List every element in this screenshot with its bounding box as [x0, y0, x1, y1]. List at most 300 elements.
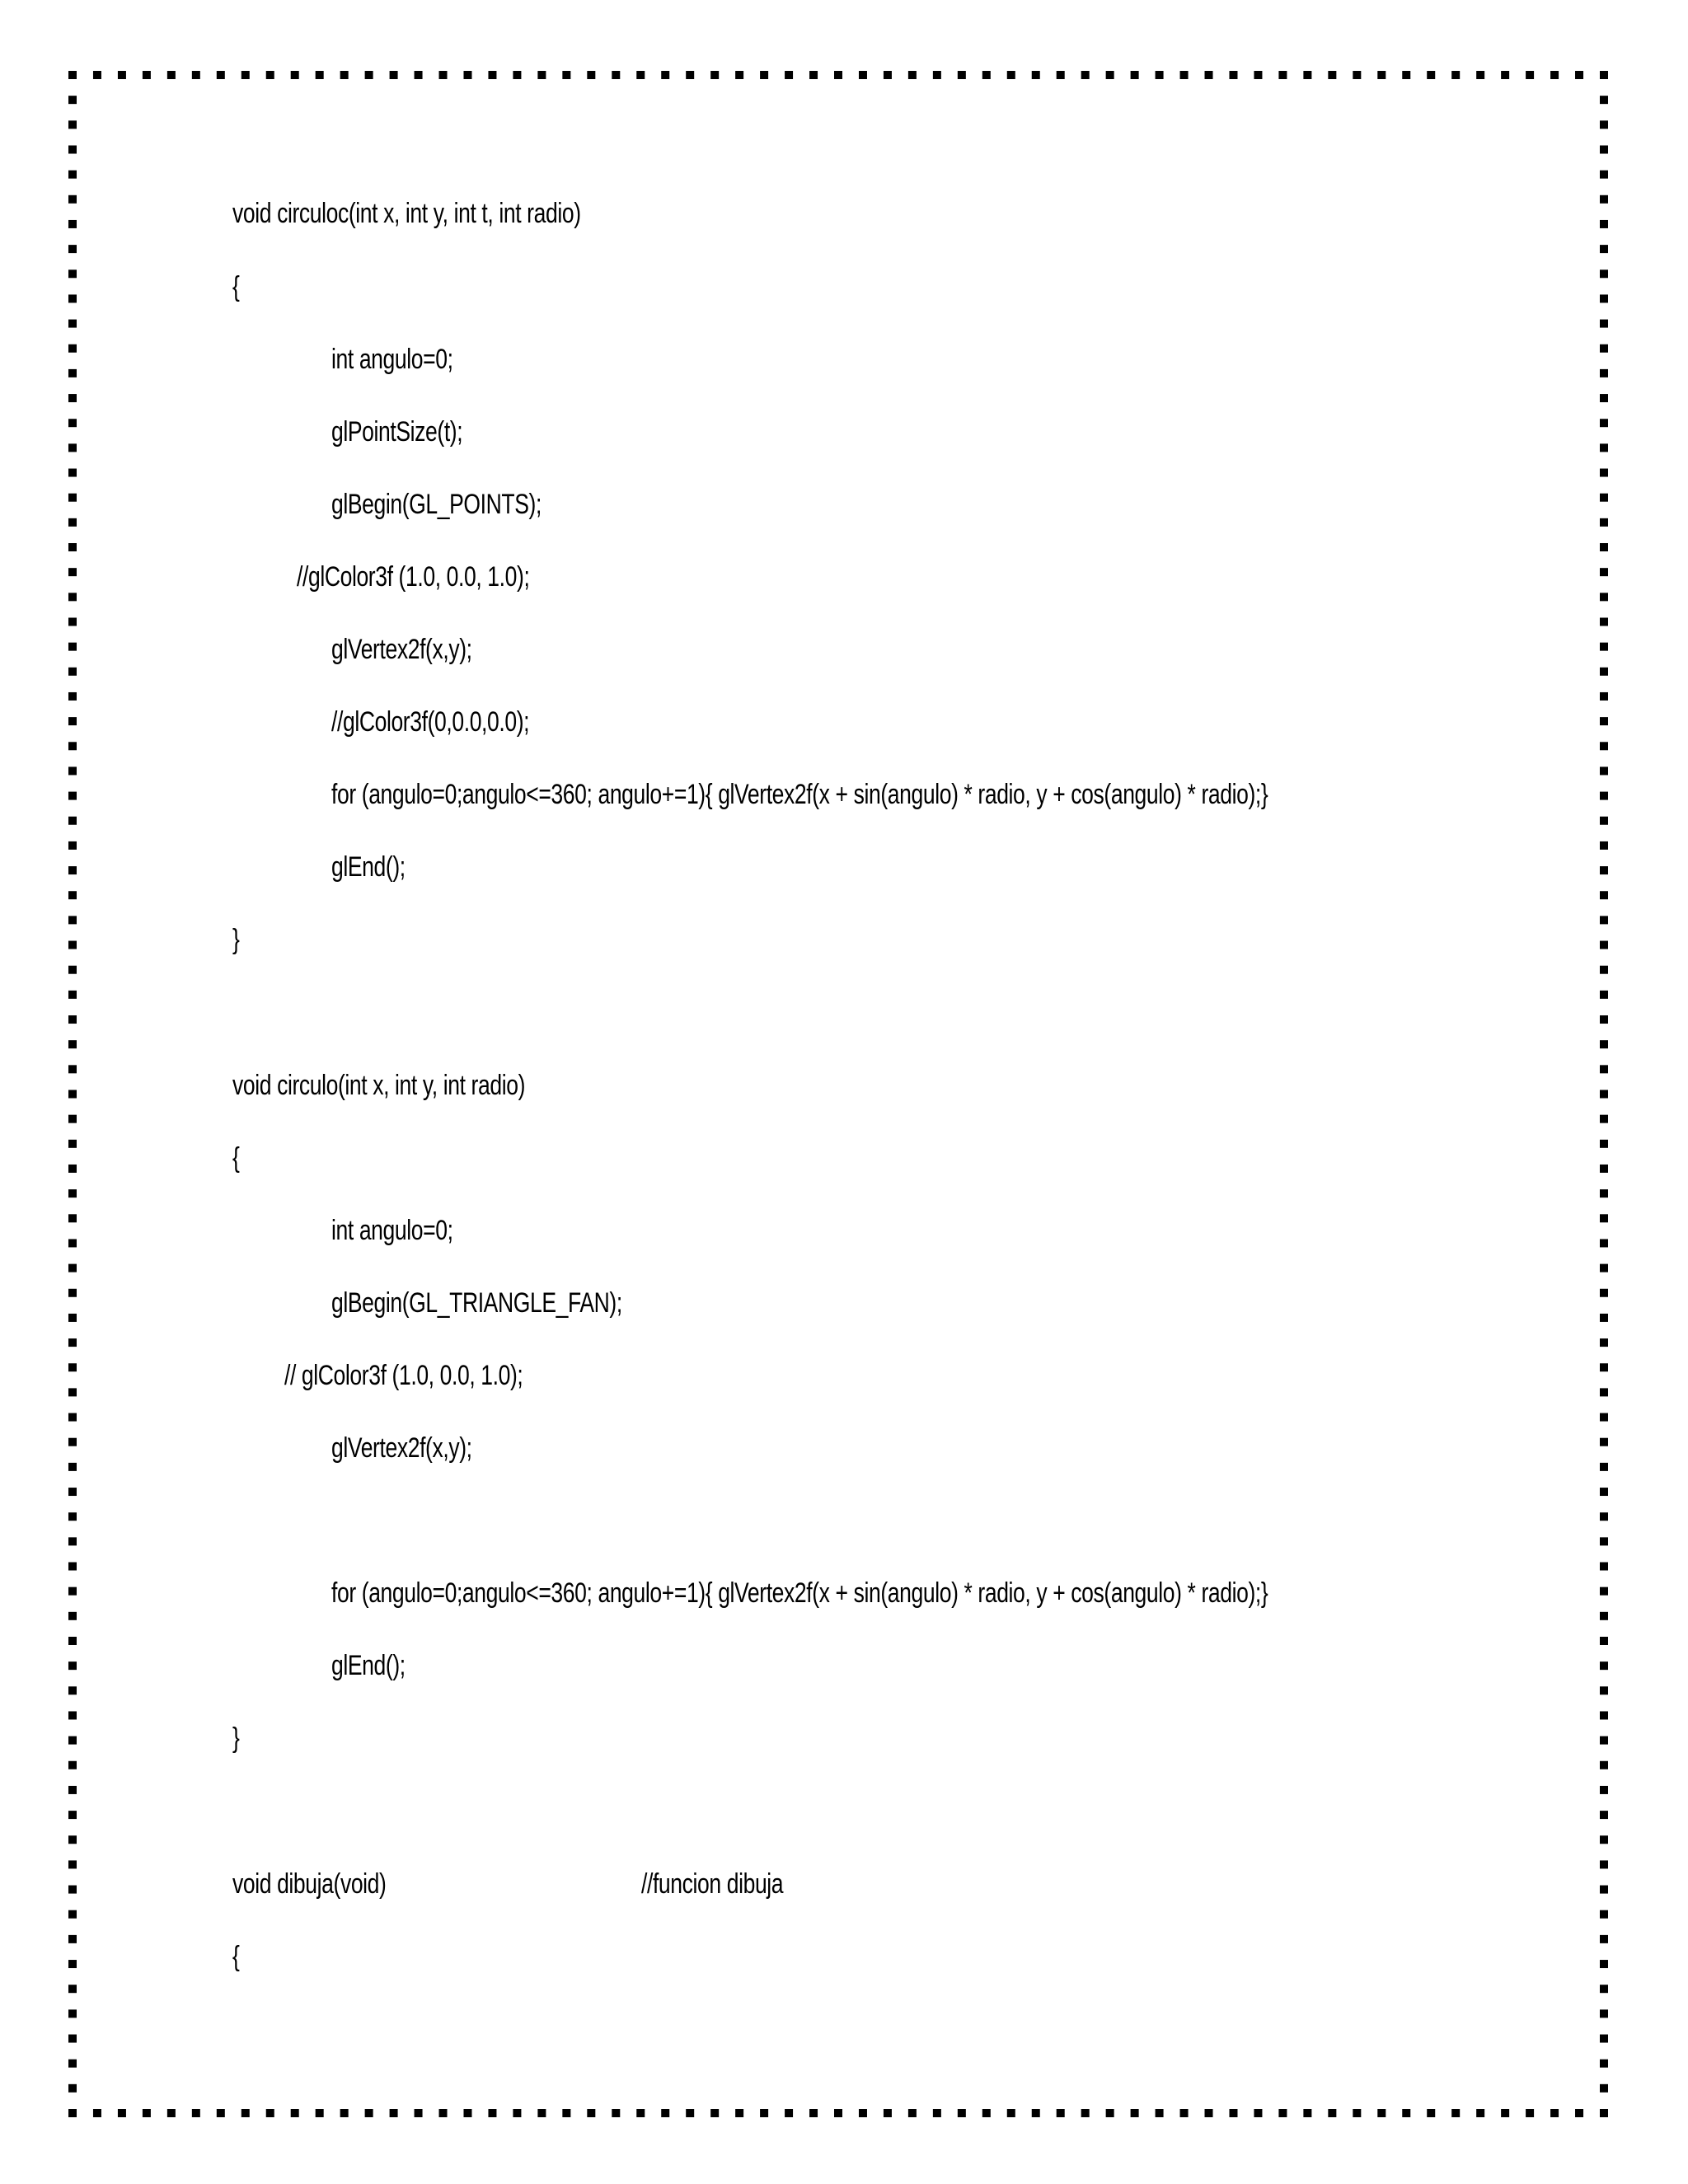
border-dot-bottom — [859, 2109, 867, 2117]
border-dot-right — [1600, 1711, 1608, 1719]
border-dot-bottom — [760, 2109, 768, 2117]
code-line-13: { — [232, 1142, 240, 1174]
border-dot-left — [68, 1860, 77, 1868]
border-dot-bottom — [834, 2109, 842, 2117]
border-dot-left — [68, 1165, 77, 1173]
border-dot-right — [1600, 1140, 1608, 1148]
border-dot-bottom — [1032, 2109, 1040, 2117]
border-dot-bottom — [1254, 2109, 1262, 2117]
border-dot-left — [68, 469, 77, 477]
border-dot-bottom — [562, 2109, 570, 2117]
border-dot-top — [735, 71, 743, 79]
border-dot-right — [1600, 1438, 1608, 1446]
border-dot-left — [68, 1090, 77, 1099]
border-dot-top — [785, 71, 793, 79]
border-dot-right — [1600, 1015, 1608, 1024]
border-dot-left — [68, 692, 77, 701]
border-dot-top — [1229, 71, 1237, 79]
border-dot-bottom — [93, 2109, 101, 2117]
code-line-4: glPointSize(t); — [331, 416, 463, 448]
border-dot-right — [1600, 443, 1608, 452]
border-dot-left — [68, 494, 77, 502]
border-dot-left — [68, 1761, 77, 1769]
border-dot-bottom — [735, 2109, 743, 2117]
code-line-10: glEnd(); — [331, 851, 406, 883]
border-dot-left — [68, 1438, 77, 1446]
border-dot-right — [1600, 1860, 1608, 1868]
border-dot-left — [68, 171, 77, 179]
border-dot-bottom — [1180, 2109, 1189, 2117]
border-dot-right — [1600, 692, 1608, 701]
border-dot-left — [68, 1214, 77, 1222]
border-dot-bottom — [1550, 2109, 1559, 2117]
border-dot-top — [636, 71, 645, 79]
border-dot-right — [1600, 1886, 1608, 1894]
border-dot-right — [1600, 1363, 1608, 1371]
border-dot-right — [1600, 1512, 1608, 1521]
border-dot-left — [68, 518, 77, 527]
border-dot-bottom — [612, 2109, 620, 2117]
border-dot-top — [562, 71, 570, 79]
border-dot-right — [1600, 2009, 1608, 2018]
border-dot-right — [1600, 1661, 1608, 1670]
border-dot-right — [1600, 2084, 1608, 2093]
border-dot-left — [68, 1115, 77, 1123]
border-dot-top — [291, 71, 299, 79]
border-dot-right — [1600, 2060, 1608, 2068]
border-dot-right — [1600, 195, 1608, 204]
border-dot-left — [68, 991, 77, 999]
border-dot-bottom — [390, 2109, 398, 2117]
code-line-2: { — [232, 271, 240, 302]
border-dot-top — [1205, 71, 1213, 79]
border-dot-left — [68, 1886, 77, 1894]
border-dot-right — [1600, 1761, 1608, 1769]
border-dot-bottom — [1427, 2109, 1435, 2117]
border-dot-bottom — [266, 2109, 274, 2117]
border-dot-bottom — [636, 2109, 645, 2117]
border-dot-top — [1476, 71, 1484, 79]
border-dot-right — [1600, 966, 1608, 974]
border-dot-bottom — [340, 2109, 349, 2117]
border-dot-left — [68, 543, 77, 551]
border-dot-left — [68, 220, 77, 228]
code-line-15: glBegin(GL_TRIANGLE_FAN); — [331, 1287, 622, 1319]
border-dot-left — [68, 1910, 77, 1919]
code-line-9: for (angulo=0;angulo<=360; angulo+=1){ glVertex2f(x + sin(angulo) * radio, y + cos(angulo) * radio);} — [331, 779, 1268, 810]
border-dot-right — [1600, 1165, 1608, 1173]
border-dot-top — [1303, 71, 1311, 79]
border-dot-right — [1600, 1736, 1608, 1745]
border-dot-left — [68, 593, 77, 601]
border-dot-right — [1600, 1488, 1608, 1496]
border-dot-left — [68, 1015, 77, 1024]
border-dot-left — [68, 1488, 77, 1496]
border-dot-right — [1600, 518, 1608, 527]
border-dot-top — [415, 71, 423, 79]
code-line-1: void circuloc(int x, int y, int t, int radio) — [232, 198, 581, 229]
border-dot-right — [1600, 766, 1608, 775]
border-dot-top — [68, 71, 77, 79]
border-dot-bottom — [809, 2109, 818, 2117]
border-dot-top — [143, 71, 151, 79]
border-dot-left — [68, 792, 77, 800]
border-dot-left — [68, 766, 77, 775]
border-dot-left — [68, 2035, 77, 2043]
border-dot-right — [1600, 1537, 1608, 1545]
border-dot-bottom — [661, 2109, 669, 2117]
border-dot-left — [68, 1960, 77, 1968]
border-dot-right — [1600, 1935, 1608, 1943]
border-dot-top — [760, 71, 768, 79]
border-dot-left — [68, 742, 77, 750]
border-dot-bottom — [1451, 2109, 1460, 2117]
border-dot-left — [68, 841, 77, 850]
border-dot-bottom — [415, 2109, 423, 2117]
border-dot-bottom — [488, 2109, 496, 2117]
code-comment-line-8: //glColor3f(0,0.0,0.0); — [331, 706, 530, 738]
border-dot-right — [1600, 1388, 1608, 1396]
border-dot-right — [1600, 1612, 1608, 1620]
border-dot-bottom — [1501, 2109, 1509, 2117]
border-dot-bottom — [1081, 2109, 1090, 2117]
border-dot-bottom — [365, 2109, 373, 2117]
border-dot-bottom — [1575, 2109, 1583, 2117]
border-dot-right — [1600, 593, 1608, 601]
border-dot-left — [68, 2009, 77, 2018]
border-dot-bottom — [192, 2109, 200, 2117]
border-dot-left — [68, 668, 77, 676]
border-dot-left — [68, 568, 77, 576]
border-dot-top — [1156, 71, 1164, 79]
border-dot-top — [612, 71, 620, 79]
border-dot-top — [958, 71, 966, 79]
border-dot-left — [68, 1537, 77, 1545]
code-comment-line-6: //glColor3f (1.0, 0.0, 1.0); — [297, 561, 530, 593]
border-dot-right — [1600, 369, 1608, 377]
border-dot-top — [1377, 71, 1386, 79]
border-dot-bottom — [958, 2109, 966, 2117]
border-dot-left — [68, 294, 77, 302]
border-dot-bottom — [537, 2109, 546, 2117]
border-dot-right — [1600, 96, 1608, 104]
border-dot-bottom — [884, 2109, 892, 2117]
border-dot-right — [1600, 220, 1608, 228]
border-dot-right — [1600, 916, 1608, 924]
border-dot-bottom — [908, 2109, 917, 2117]
border-dot-bottom — [291, 2109, 299, 2117]
border-dot-left — [68, 1065, 77, 1073]
border-dot-left — [68, 966, 77, 974]
border-dot-bottom — [463, 2109, 471, 2117]
code-comment-line-22: //funcion dibuja — [641, 1868, 784, 1900]
border-dot-right — [1600, 269, 1608, 278]
code-line-19: glEnd(); — [331, 1650, 406, 1681]
border-dot-left — [68, 1835, 77, 1844]
border-dot-right — [1600, 419, 1608, 427]
border-dot-right — [1600, 841, 1608, 850]
border-dot-top — [192, 71, 200, 79]
border-dot-left — [68, 1239, 77, 1247]
border-dot-left — [68, 1612, 77, 1620]
border-dot-top — [1526, 71, 1534, 79]
border-dot-right — [1600, 1090, 1608, 1099]
border-dot-right — [1600, 294, 1608, 302]
border-dot-top — [217, 71, 225, 79]
border-dot-top — [316, 71, 324, 79]
code-line-21: void dibuja(void) — [232, 1868, 387, 1900]
border-dot-top — [1328, 71, 1336, 79]
border-dot-right — [1600, 145, 1608, 153]
code-line-11: } — [232, 924, 240, 955]
border-dot-left — [68, 245, 77, 253]
border-dot-right — [1600, 245, 1608, 253]
border-dot-right — [1600, 1960, 1608, 1968]
border-dot-left — [68, 817, 77, 825]
border-dot-top — [1427, 71, 1435, 79]
border-dot-right — [1600, 1065, 1608, 1073]
border-dot-right — [1600, 1463, 1608, 1471]
border-dot-left — [68, 1736, 77, 1745]
border-dot-right — [1600, 1189, 1608, 1197]
border-dot-left — [68, 1140, 77, 1148]
border-dot-left — [68, 344, 77, 353]
border-dot-left — [68, 1189, 77, 1197]
border-dot-left — [68, 2084, 77, 2093]
border-dot-right — [1600, 941, 1608, 949]
border-dot-bottom — [982, 2109, 991, 2117]
border-dot-left — [68, 1711, 77, 1719]
border-dot-right — [1600, 1587, 1608, 1596]
border-dot-top — [266, 71, 274, 79]
border-dot-left — [68, 717, 77, 725]
border-dot-left — [68, 419, 77, 427]
border-dot-bottom — [1526, 2109, 1534, 2117]
border-dot-right — [1600, 320, 1608, 328]
border-dot-right — [1600, 1115, 1608, 1123]
border-dot-bottom — [68, 2109, 77, 2117]
border-dot-right — [1600, 1314, 1608, 1322]
border-dot-right — [1600, 1563, 1608, 1571]
border-dot-left — [68, 1563, 77, 1571]
border-dot-right — [1600, 568, 1608, 576]
border-dot-top — [1278, 71, 1287, 79]
border-dot-right — [1600, 1686, 1608, 1694]
border-dot-left — [68, 369, 77, 377]
border-dot-top — [933, 71, 941, 79]
border-dot-bottom — [1377, 2109, 1386, 2117]
border-dot-top — [1451, 71, 1460, 79]
border-dot-right — [1600, 792, 1608, 800]
border-dot-right — [1600, 1338, 1608, 1347]
code-line-23: { — [232, 1941, 240, 1972]
border-dot-top — [1007, 71, 1015, 79]
border-dot-bottom — [316, 2109, 324, 2117]
border-dot-right — [1600, 1289, 1608, 1297]
code-line-18: for (angulo=0;angulo<=360; angulo+=1){ glVertex2f(x + sin(angulo) * radio, y + cos(angulo) * radio);} — [331, 1577, 1268, 1609]
border-dot-top — [340, 71, 349, 79]
border-dot-top — [1254, 71, 1262, 79]
border-dot-bottom — [1156, 2109, 1164, 2117]
border-dot-top — [537, 71, 546, 79]
border-dot-top — [884, 71, 892, 79]
border-dot-right — [1600, 1910, 1608, 1919]
border-dot-left — [68, 195, 77, 204]
border-dot-top — [1402, 71, 1410, 79]
border-dot-left — [68, 1338, 77, 1347]
border-dot-left — [68, 643, 77, 651]
border-dot-left — [68, 1637, 77, 1645]
border-dot-top — [1131, 71, 1139, 79]
border-dot-left — [68, 1985, 77, 1993]
border-dot-top — [1180, 71, 1189, 79]
border-dot-bottom — [439, 2109, 448, 2117]
border-dot-top — [1032, 71, 1040, 79]
border-dot-bottom — [1278, 2109, 1287, 2117]
border-dot-bottom — [118, 2109, 126, 2117]
border-dot-left — [68, 1661, 77, 1670]
border-dot-bottom — [1476, 2109, 1484, 2117]
border-dot-right — [1600, 344, 1608, 353]
border-dot-left — [68, 1512, 77, 1521]
border-dot-left — [68, 941, 77, 949]
border-dot-left — [68, 1935, 77, 1943]
border-dot-right — [1600, 668, 1608, 676]
border-dot-left — [68, 916, 77, 924]
border-dot-top — [1081, 71, 1090, 79]
border-dot-bottom — [1205, 2109, 1213, 2117]
border-dot-right — [1600, 1835, 1608, 1844]
border-dot-bottom — [1229, 2109, 1237, 2117]
border-dot-right — [1600, 991, 1608, 999]
border-dot-bottom — [1328, 2109, 1336, 2117]
code-line-12: void circulo(int x, int y, int radio) — [232, 1070, 526, 1101]
border-dot-top — [710, 71, 719, 79]
border-dot-top — [439, 71, 448, 79]
border-dot-top — [167, 71, 176, 79]
border-dot-left — [68, 1686, 77, 1694]
border-dot-bottom — [1303, 2109, 1311, 2117]
border-dot-right — [1600, 1413, 1608, 1422]
border-dot-right — [1600, 1637, 1608, 1645]
border-dot-left — [68, 269, 77, 278]
border-dot-left — [68, 1786, 77, 1794]
border-dot-top — [118, 71, 126, 79]
border-dot-top — [908, 71, 917, 79]
border-dot-right — [1600, 891, 1608, 899]
border-dot-top — [1501, 71, 1509, 79]
border-dot-top — [513, 71, 521, 79]
border-dot-bottom — [143, 2109, 151, 2117]
border-dot-left — [68, 2060, 77, 2068]
border-dot-left — [68, 96, 77, 104]
border-dot-top — [809, 71, 818, 79]
border-dot-right — [1600, 617, 1608, 626]
border-dot-left — [68, 1314, 77, 1322]
border-dot-bottom — [933, 2109, 941, 2117]
border-dot-left — [68, 617, 77, 626]
border-dot-bottom — [1353, 2109, 1361, 2117]
border-dot-right — [1600, 171, 1608, 179]
border-dot-top — [1106, 71, 1114, 79]
border-dot-right — [1600, 1214, 1608, 1222]
code-comment-line-16: // glColor3f (1.0, 0.0, 1.0); — [284, 1360, 523, 1391]
border-dot-bottom — [785, 2109, 793, 2117]
border-dot-top — [661, 71, 669, 79]
border-dot-top — [1057, 71, 1065, 79]
border-dot-right — [1600, 866, 1608, 874]
border-dot-right — [1600, 717, 1608, 725]
border-dot-top — [488, 71, 496, 79]
border-dot-left — [68, 145, 77, 153]
border-dot-left — [68, 120, 77, 129]
border-dot-right — [1600, 469, 1608, 477]
border-dot-left — [68, 866, 77, 874]
border-dot-left — [68, 320, 77, 328]
border-dot-top — [1550, 71, 1559, 79]
border-dot-left — [68, 891, 77, 899]
border-dot-bottom — [217, 2109, 225, 2117]
border-dot-bottom — [167, 2109, 176, 2117]
border-dot-bottom — [1600, 2109, 1608, 2117]
border-dot-left — [68, 1363, 77, 1371]
border-dot-left — [68, 1463, 77, 1471]
border-dot-left — [68, 1388, 77, 1396]
code-line-17: glVertex2f(x,y); — [331, 1432, 472, 1464]
border-dot-right — [1600, 1811, 1608, 1819]
border-dot-bottom — [1131, 2109, 1139, 2117]
border-dot-left — [68, 1264, 77, 1272]
border-dot-left — [68, 1289, 77, 1297]
border-dot-left — [68, 1587, 77, 1596]
code-line-14: int angulo=0; — [331, 1215, 453, 1246]
border-dot-bottom — [587, 2109, 595, 2117]
border-dot-right — [1600, 643, 1608, 651]
border-dot-top — [390, 71, 398, 79]
border-dot-bottom — [1057, 2109, 1065, 2117]
border-dot-right — [1600, 1264, 1608, 1272]
border-dot-right — [1600, 543, 1608, 551]
border-dot-bottom — [1106, 2109, 1114, 2117]
border-dot-right — [1600, 817, 1608, 825]
code-line-20: } — [232, 1722, 240, 1754]
border-dot-bottom — [686, 2109, 694, 2117]
border-dot-bottom — [1007, 2109, 1015, 2117]
border-dot-top — [982, 71, 991, 79]
border-dot-top — [859, 71, 867, 79]
border-dot-right — [1600, 1786, 1608, 1794]
border-dot-top — [365, 71, 373, 79]
code-line-5: glBegin(GL_POINTS); — [331, 489, 542, 520]
border-dot-right — [1600, 1040, 1608, 1048]
border-dot-bottom — [513, 2109, 521, 2117]
border-dot-top — [1575, 71, 1583, 79]
border-dot-right — [1600, 494, 1608, 502]
border-dot-right — [1600, 1239, 1608, 1247]
border-dot-top — [587, 71, 595, 79]
border-dot-right — [1600, 2035, 1608, 2043]
border-dot-top — [1600, 71, 1608, 79]
border-dot-left — [68, 1413, 77, 1422]
border-dot-bottom — [1402, 2109, 1410, 2117]
border-dot-top — [463, 71, 471, 79]
border-dot-left — [68, 443, 77, 452]
border-dot-top — [686, 71, 694, 79]
border-dot-right — [1600, 742, 1608, 750]
border-dot-left — [68, 1040, 77, 1048]
code-line-3: int angulo=0; — [331, 344, 453, 375]
code-line-7: glVertex2f(x,y); — [331, 634, 472, 665]
